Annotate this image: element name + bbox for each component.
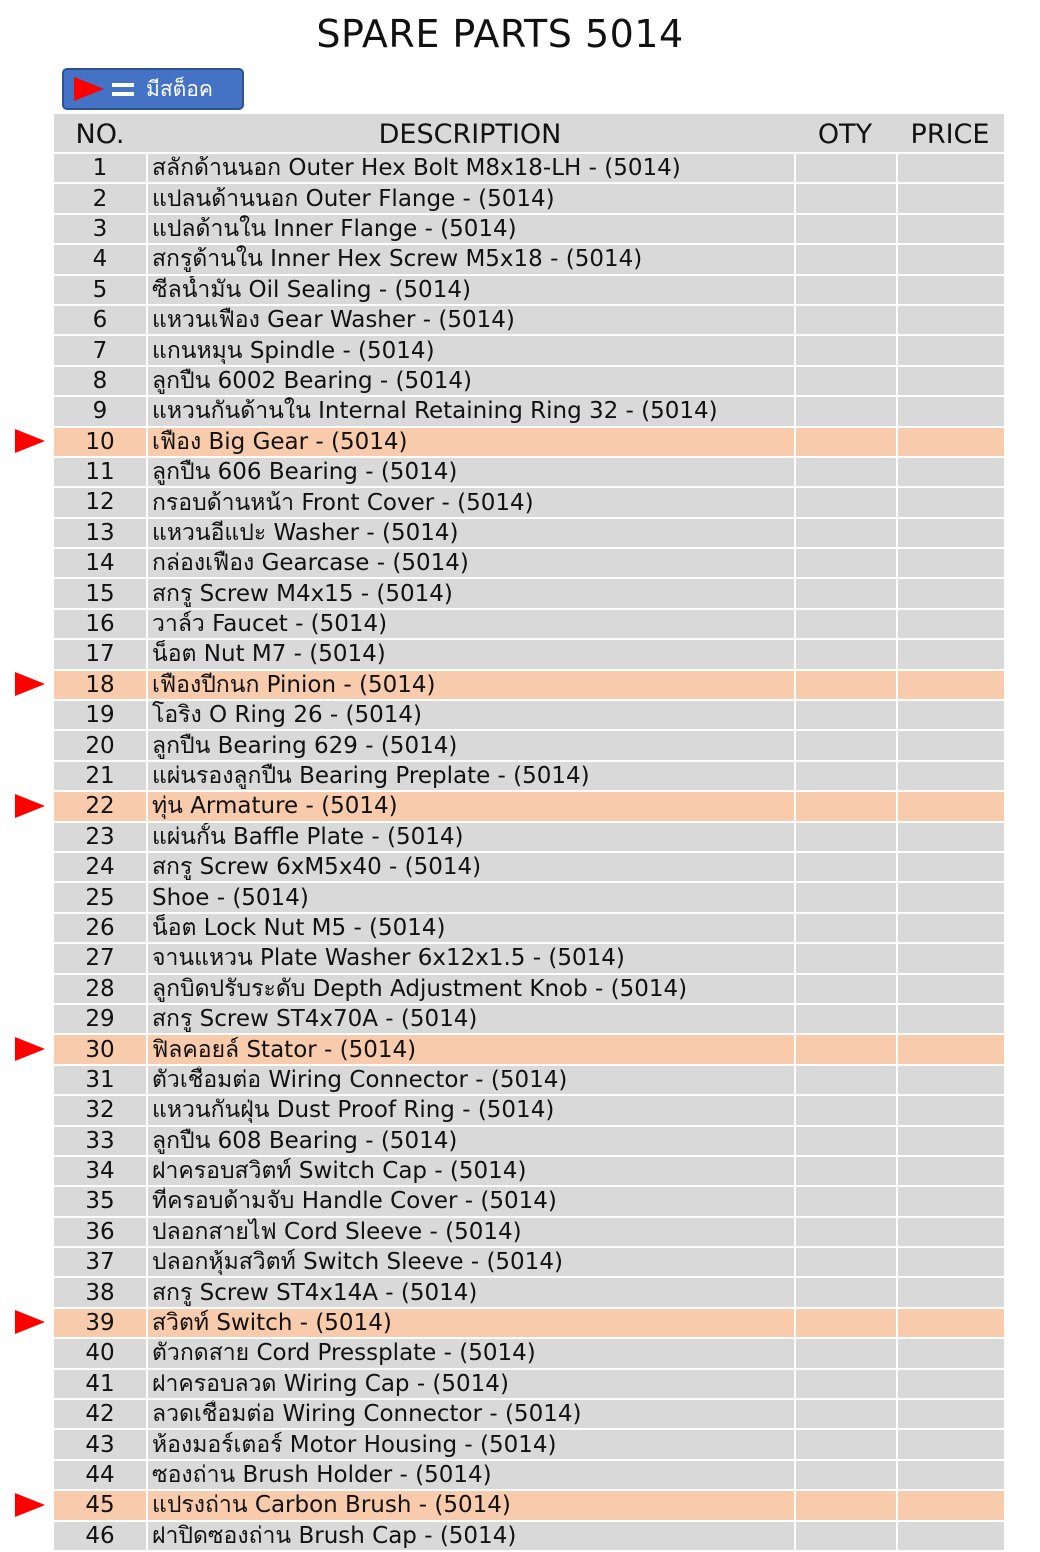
- row-number: 3: [92, 215, 108, 242]
- table-row: [54, 426, 1004, 456]
- row-description: จานแหวน Plate Washer 6x12x1.5 - (5014): [146, 944, 794, 972]
- row-qty: [794, 1005, 896, 1033]
- table-row: [54, 1125, 1004, 1155]
- row-qty: [794, 1430, 896, 1458]
- row-qty: [794, 428, 896, 456]
- row-qty: [794, 610, 896, 638]
- row-number: 6: [92, 307, 108, 334]
- table-row: [54, 1459, 1004, 1489]
- table-row: [54, 1489, 1004, 1519]
- row-qty: [794, 1127, 896, 1155]
- table-row: [54, 608, 1004, 638]
- header-description: DESCRIPTION: [378, 119, 562, 150]
- row-qty: [794, 276, 896, 304]
- table-row: [54, 577, 1004, 607]
- row-qty: [794, 792, 896, 820]
- row-qty: [794, 883, 896, 911]
- row-price: [896, 1066, 1004, 1094]
- equals-icon: [112, 82, 134, 97]
- row-description: Shoe - (5014): [146, 883, 794, 911]
- row-qty: [794, 397, 896, 425]
- table-row: [54, 1337, 1004, 1367]
- row-number: 38: [85, 1279, 115, 1306]
- table-row: [54, 1094, 1004, 1124]
- row-description: แหวนอีแปะ Washer - (5014): [146, 519, 794, 547]
- row-price: [896, 245, 1004, 273]
- row-qty: [794, 1096, 896, 1124]
- row-price: [896, 914, 1004, 942]
- row-number: 19: [85, 702, 115, 729]
- row-qty: [794, 1278, 896, 1306]
- row-number: 2: [92, 185, 108, 212]
- table-row: [54, 942, 1004, 972]
- row-price: [896, 1400, 1004, 1428]
- row-price: [896, 944, 1004, 972]
- row-number: 34: [85, 1158, 115, 1185]
- row-price: [896, 458, 1004, 486]
- table-row: [54, 274, 1004, 304]
- row-number: 42: [85, 1401, 115, 1428]
- row-qty: [794, 367, 896, 395]
- row-price: [896, 1430, 1004, 1458]
- row-description: ซีลน้ำมัน Oil Sealing - (5014): [146, 276, 794, 304]
- row-price: [896, 1096, 1004, 1124]
- row-qty: [794, 245, 896, 273]
- row-qty: [794, 823, 896, 851]
- row-price: [896, 276, 1004, 304]
- table-row: [54, 1185, 1004, 1215]
- table-row: [54, 669, 1004, 699]
- table-row: [54, 1155, 1004, 1185]
- row-price: [896, 306, 1004, 334]
- row-price: [896, 1218, 1004, 1246]
- row-price: [896, 1248, 1004, 1276]
- row-number: 26: [85, 914, 115, 941]
- row-description: แหวนกันฝุ่น Dust Proof Ring - (5014): [146, 1096, 794, 1124]
- in-stock-arrow-icon: [15, 429, 45, 453]
- row-description: ตัวเชื่อมต่อ Wiring Connector - (5014): [146, 1066, 794, 1094]
- row-number: 16: [85, 611, 115, 638]
- row-number: 27: [85, 945, 115, 972]
- row-number: 36: [85, 1218, 115, 1245]
- row-description: ฝาครอบสวิตท์ Switch Cap - (5014): [146, 1157, 794, 1185]
- table-row: [54, 395, 1004, 425]
- row-qty: [794, 549, 896, 577]
- row-qty: [794, 1491, 896, 1519]
- row-qty: [794, 154, 896, 182]
- table-row: [54, 881, 1004, 911]
- row-number: 46: [85, 1522, 115, 1549]
- row-qty: [794, 215, 896, 243]
- row-description: สกรู Screw ST4x70A - (5014): [146, 1005, 794, 1033]
- row-qty: [794, 1370, 896, 1398]
- row-description: สลักด้านนอก Outer Hex Bolt M8x18-LH - (5014): [146, 154, 794, 182]
- row-description: วาล์ว Faucet - (5014): [146, 610, 794, 638]
- row-price: [896, 1187, 1004, 1215]
- table-body: [54, 152, 1004, 1550]
- row-price: [896, 1491, 1004, 1519]
- row-description: ลูกปืน 6002 Bearing - (5014): [146, 367, 794, 395]
- row-price: [896, 883, 1004, 911]
- row-price: [896, 1157, 1004, 1185]
- row-price: [896, 1370, 1004, 1398]
- row-description: ลูกบิดปรับระดับ Depth Adjustment Knob - (5014): [146, 975, 794, 1003]
- row-number: 20: [85, 732, 115, 759]
- row-number: 5: [92, 276, 108, 303]
- row-price: [896, 731, 1004, 759]
- table-row: [54, 790, 1004, 820]
- table-header: [54, 114, 1004, 152]
- row-number: 8: [92, 367, 108, 394]
- row-description: ลูกปืน 606 Bearing - (5014): [146, 458, 794, 486]
- row-description: กรอบด้านหน้า Front Cover - (5014): [146, 488, 794, 516]
- row-number: 17: [85, 641, 115, 668]
- row-qty: [794, 1522, 896, 1550]
- row-description: สกรูด้านใน Inner Hex Screw M5x18 - (5014): [146, 245, 794, 273]
- row-number: 43: [85, 1431, 115, 1458]
- row-number: 37: [85, 1249, 115, 1276]
- row-description: แหวนเฟือง Gear Washer - (5014): [146, 306, 794, 334]
- table-row: [54, 1428, 1004, 1458]
- table-row: [54, 638, 1004, 668]
- row-price: [896, 762, 1004, 790]
- row-number: 14: [85, 550, 115, 577]
- row-number: 7: [92, 337, 108, 364]
- row-price: [896, 154, 1004, 182]
- row-number: 30: [85, 1036, 115, 1063]
- table-row: [54, 1520, 1004, 1550]
- row-description: สกรู Screw ST4x14A - (5014): [146, 1278, 794, 1306]
- table-row: [54, 851, 1004, 881]
- header-no: NO.: [75, 119, 125, 150]
- row-qty: [794, 1309, 896, 1337]
- table-row: [54, 1064, 1004, 1094]
- row-description: น็อต Lock Nut M5 - (5014): [146, 914, 794, 942]
- row-description: ห้องมอร์เตอร์ Motor Housing - (5014): [146, 1430, 794, 1458]
- row-number: 33: [85, 1127, 115, 1154]
- row-price: [896, 792, 1004, 820]
- row-description: เฟือง Big Gear - (5014): [146, 428, 794, 456]
- row-number: 23: [85, 823, 115, 850]
- table-row: [54, 213, 1004, 243]
- row-description: แปรงถ่าน Carbon Brush - (5014): [146, 1491, 794, 1519]
- row-qty: [794, 336, 896, 364]
- row-number: 22: [85, 793, 115, 820]
- table-row: [54, 1368, 1004, 1398]
- row-price: [896, 519, 1004, 547]
- row-number: 12: [85, 489, 115, 516]
- row-number: 10: [85, 428, 115, 455]
- table-row: [54, 1398, 1004, 1428]
- row-qty: [794, 701, 896, 729]
- table-row: [54, 243, 1004, 273]
- row-description: แปลด้านใน Inner Flange - (5014): [146, 215, 794, 243]
- in-stock-arrow-icon: [15, 672, 45, 696]
- row-number: 40: [85, 1340, 115, 1367]
- in-stock-arrow-icon: [15, 1310, 45, 1334]
- row-description: ฝาครอบลวด Wiring Cap - (5014): [146, 1370, 794, 1398]
- row-qty: [794, 1400, 896, 1428]
- row-description: โอริง O Ring 26 - (5014): [146, 701, 794, 729]
- row-description: สกรู Screw 6xM5x40 - (5014): [146, 853, 794, 881]
- row-qty: [794, 914, 896, 942]
- table-row: [54, 304, 1004, 334]
- row-price: [896, 1005, 1004, 1033]
- row-qty: [794, 1339, 896, 1367]
- legend-in-stock-badge: [62, 68, 244, 110]
- row-price: [896, 488, 1004, 516]
- row-description: แผ่นรองลูกปืน Bearing Preplate - (5014): [146, 762, 794, 790]
- legend-label: มีสต็อค: [146, 76, 213, 101]
- row-description: กล่องเฟือง Gearcase - (5014): [146, 549, 794, 577]
- row-number: 24: [85, 854, 115, 881]
- table-row: [54, 729, 1004, 759]
- row-number: 41: [85, 1370, 115, 1397]
- row-description: สกรู Screw M4x15 - (5014): [146, 579, 794, 607]
- row-qty: [794, 519, 896, 547]
- table-row: [54, 486, 1004, 516]
- row-price: [896, 397, 1004, 425]
- row-description: ที่ครอบด้ามจับ Handle Cover - (5014): [146, 1187, 794, 1215]
- table-row: [54, 699, 1004, 729]
- row-qty: [794, 1066, 896, 1094]
- row-number: 29: [85, 1006, 115, 1033]
- table-row: [54, 912, 1004, 942]
- row-number: 4: [92, 246, 108, 273]
- row-qty: [794, 1035, 896, 1063]
- row-price: [896, 823, 1004, 851]
- table-row: [54, 1276, 1004, 1306]
- row-description: ทุ่น Armature - (5014): [146, 792, 794, 820]
- row-number: 13: [85, 519, 115, 546]
- table-row: [54, 182, 1004, 212]
- table-row: [54, 1216, 1004, 1246]
- row-price: [896, 1278, 1004, 1306]
- row-price: [896, 336, 1004, 364]
- row-description: ลวดเชื่อมต่อ Wiring Connector - (5014): [146, 1400, 794, 1428]
- row-qty: [794, 458, 896, 486]
- row-description: ลูกปืน Bearing 629 - (5014): [146, 731, 794, 759]
- row-number: 18: [85, 671, 115, 698]
- table-row: [54, 365, 1004, 395]
- row-description: น็อต Nut M7 - (5014): [146, 640, 794, 668]
- row-qty: [794, 731, 896, 759]
- row-description: สวิตท์ Switch - (5014): [146, 1309, 794, 1337]
- row-description: แกนหมุน Spindle - (5014): [146, 336, 794, 364]
- row-number: 39: [85, 1310, 115, 1337]
- row-number: 45: [85, 1492, 115, 1519]
- row-description: ฟิลคอยล์ Stator - (5014): [146, 1035, 794, 1063]
- row-price: [896, 610, 1004, 638]
- table-row: [54, 973, 1004, 1003]
- row-price: [896, 1127, 1004, 1155]
- table-row: [54, 1246, 1004, 1276]
- header-price: PRICE: [910, 119, 990, 150]
- red-triangle-icon: [74, 77, 104, 101]
- table-row: [54, 334, 1004, 364]
- row-description: ปลอกหุ้มสวิตท์ Switch Sleeve - (5014): [146, 1248, 794, 1276]
- table-row: [54, 1033, 1004, 1063]
- row-number: 32: [85, 1097, 115, 1124]
- row-qty: [794, 762, 896, 790]
- table-row: [54, 821, 1004, 851]
- row-description: แปลนด้านนอก Outer Flange - (5014): [146, 184, 794, 212]
- row-description: ซองถ่าน Brush Holder - (5014): [146, 1461, 794, 1489]
- in-stock-arrow-icon: [15, 794, 45, 818]
- row-number: 44: [85, 1461, 115, 1488]
- row-qty: [794, 1218, 896, 1246]
- row-price: [896, 428, 1004, 456]
- row-number: 28: [85, 975, 115, 1002]
- row-qty: [794, 944, 896, 972]
- row-number: 25: [85, 884, 115, 911]
- row-number: 31: [85, 1066, 115, 1093]
- row-price: [896, 701, 1004, 729]
- row-price: [896, 640, 1004, 668]
- row-number: 15: [85, 580, 115, 607]
- row-qty: [794, 640, 896, 668]
- row-qty: [794, 184, 896, 212]
- row-qty: [794, 1187, 896, 1215]
- row-description: ลูกปืน 608 Bearing - (5014): [146, 1127, 794, 1155]
- row-qty: [794, 488, 896, 516]
- row-qty: [794, 853, 896, 881]
- spare-parts-table: [54, 114, 1004, 1550]
- row-price: [896, 1309, 1004, 1337]
- row-number: 9: [92, 398, 108, 425]
- table-row: [54, 1307, 1004, 1337]
- table-row: [54, 152, 1004, 182]
- in-stock-arrow-icon: [15, 1037, 45, 1061]
- row-price: [896, 367, 1004, 395]
- table-row: [54, 456, 1004, 486]
- row-number: 11: [85, 459, 115, 486]
- table-row: [54, 547, 1004, 577]
- row-price: [896, 579, 1004, 607]
- row-number: 21: [85, 763, 115, 789]
- table-row: [54, 1003, 1004, 1033]
- row-price: [896, 1339, 1004, 1367]
- row-number: 1: [92, 155, 108, 182]
- header-qty: OTY: [817, 119, 873, 150]
- row-price: [896, 1522, 1004, 1550]
- row-price: [896, 184, 1004, 212]
- row-description: แหวนกันด้านใน Internal Retaining Ring 32 - (5014): [146, 397, 794, 425]
- row-qty: [794, 579, 896, 607]
- row-price: [896, 975, 1004, 1003]
- row-description: ปลอกสายไฟ Cord Sleeve - (5014): [146, 1218, 794, 1246]
- row-qty: [794, 975, 896, 1003]
- row-description: ฝาปิดซองถ่าน Brush Cap - (5014): [146, 1522, 794, 1550]
- row-price: [896, 853, 1004, 881]
- row-price: [896, 671, 1004, 699]
- page-title: SPARE PARTS 5014: [316, 12, 684, 56]
- row-qty: [794, 1461, 896, 1489]
- row-description: แผ่นกั้น Baffle Plate - (5014): [146, 823, 794, 851]
- row-qty: [794, 306, 896, 334]
- row-price: [896, 1035, 1004, 1063]
- row-qty: [794, 671, 896, 699]
- row-qty: [794, 1157, 896, 1185]
- row-description: ตัวกดสาย Cord Pressplate - (5014): [146, 1339, 794, 1367]
- row-price: [896, 549, 1004, 577]
- row-description: เฟืองปีกนก Pinion - (5014): [146, 671, 794, 699]
- row-qty: [794, 1248, 896, 1276]
- row-price: [896, 215, 1004, 243]
- table-row: [54, 517, 1004, 547]
- row-price: [896, 1461, 1004, 1489]
- table-row: [54, 760, 1004, 790]
- row-number: 35: [85, 1188, 115, 1215]
- in-stock-arrow-icon: [15, 1493, 45, 1517]
